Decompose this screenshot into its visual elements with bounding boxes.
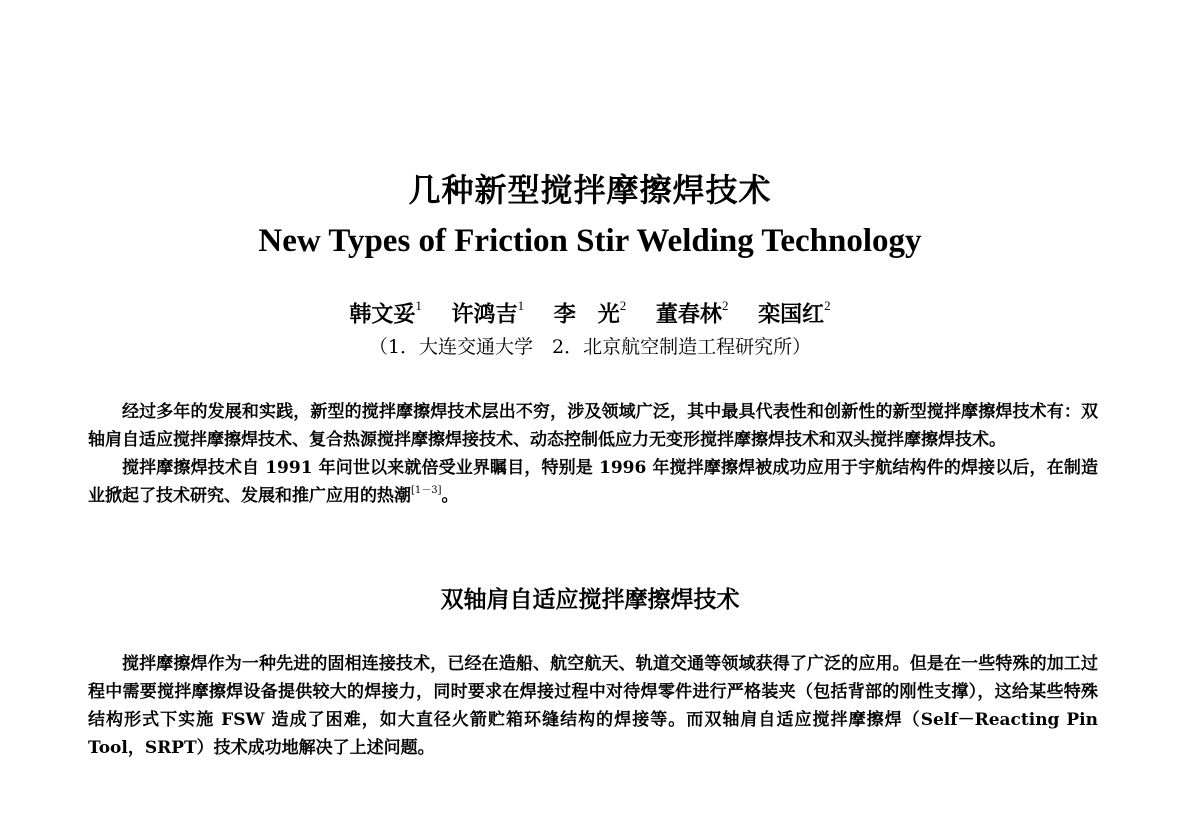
citation-ref: [1－3]	[411, 485, 442, 496]
section-heading: 双轴肩自适应搅拌摩擦焊技术	[440, 586, 740, 613]
author-affiliation-mark: 1	[415, 298, 422, 313]
author-name: 韩文妥	[349, 301, 416, 328]
intro-paragraph-2-end: 。	[441, 486, 459, 506]
author-affiliation-mark: 2	[619, 298, 627, 313]
paper-title-english: New Types of Friction Stir Welding Technology	[258, 223, 922, 259]
affiliations: （1．大连交通大学 2．北京航空制造工程研究所）	[368, 336, 812, 358]
intro-paragraph-1: 经过多年的发展和实践，新型的搅拌摩擦焊技术层出不穷，涉及领域广泛，其中最具代表性和创新性的新型搅拌摩擦焊技术有：双轴肩自适应搅拌摩擦焊技术、复合热源搅拌摩擦焊接技术、动态控制低应力无变形搅拌摩擦焊技术和双头搅拌摩擦焊技术。	[88, 402, 1098, 450]
author-name: 许鸿吉	[451, 301, 518, 328]
intro-paragraph-2-text: 搅拌摩擦焊技术自 1991 年问世以来就倍受业界瞩目，特别是 1996 年搅拌摩擦焊被成功应用于宇航结构件的焊接以后，在制造业掀起了技术研究、发展和推广应用的热潮	[88, 458, 1098, 506]
author	[656, 294, 729, 329]
intro-paragraph-2	[88, 454, 1098, 513]
author-affiliation-mark: 1	[517, 298, 525, 313]
section-paragraph-1: 搅拌摩擦焊作为一种先进的固相连接技术，已经在造船、航空航天、轨道交通等领域获得了广泛的应用。但是在一些特殊的加工过程中需要搅拌摩擦焊设备提供较大的焊接力，同时要求在焊接过程中对待焊零件进行严格装夹（包括背部的刚性支撑），这给某些特殊结构形式下实施 FSW 造成了困难，如大直径火箭贮箱环缝结构的焊接等。而双轴肩自适应搅拌摩擦焊（Self－Reacting Pin Tool，SRPT）技术成功地解决了上述问题。	[88, 654, 1098, 758]
section-body	[88, 650, 1098, 762]
author	[758, 294, 831, 329]
author-name: 栾国红	[758, 301, 825, 328]
intro-section	[88, 398, 1098, 513]
author-name: 李 光	[553, 301, 620, 328]
author-name: 董春林	[655, 301, 722, 328]
author	[452, 294, 525, 329]
author	[554, 294, 627, 329]
author	[349, 294, 422, 329]
author-list	[0, 294, 1180, 329]
author-affiliation-mark: 2	[721, 298, 729, 313]
paper-title-chinese: 几种新型搅拌摩擦焊技术	[408, 171, 772, 209]
author-affiliation-mark: 2	[824, 298, 831, 313]
